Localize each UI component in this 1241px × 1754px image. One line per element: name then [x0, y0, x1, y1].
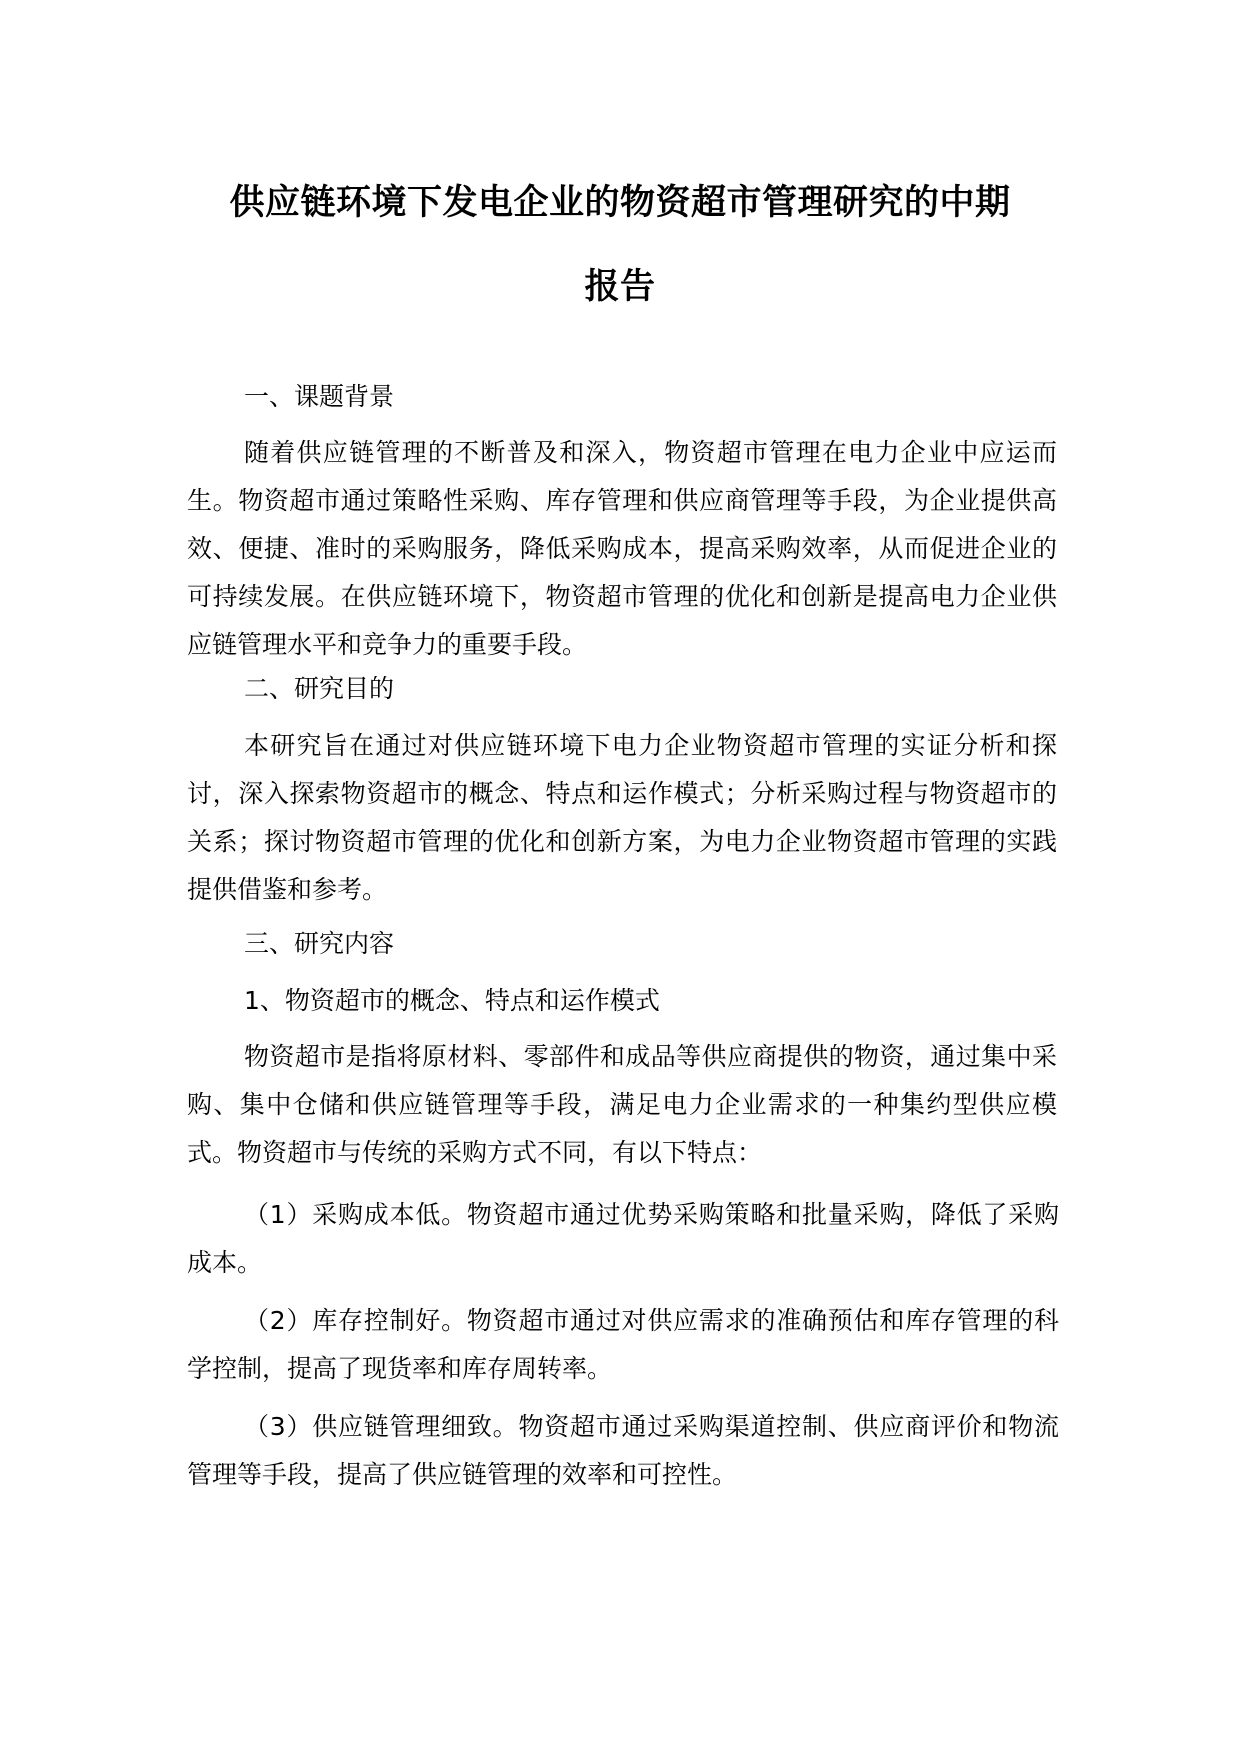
- paragraph-purpose: 本研究旨在通过对供应链环境下电力企业物资超市管理的实证分析和探讨，深入探索物资超市的概念、特点和运作模式；分析采购过程与物资超市的关系；探讨物资超市管理的优化和创新方案，为电力企业物资超市管理的实践提供借鉴和参考。: [187, 731, 1057, 904]
- feature-item-3: （3）供应链管理细致。物资超市通过采购渠道控制、供应商评价和物流管理等手段，提高了供应链管理的效率和可控性。: [187, 1412, 1059, 1489]
- paragraph-background: 随着供应链管理的不断普及和深入，物资超市管理在电力企业中应运而生。物资超市通过策略性采购、库存管理和供应商管理等手段，为企业提供高效、便捷、准时的采购服务，降低采购成本，提高采购效率，从而促进企业的可持续发展。在供应链环境下，物资超市管理的优化和创新是提高电力企业供应链管理水平和竞争力的重要手段。: [187, 438, 1057, 659]
- paragraph-concept: 物资超市是指将原材料、零部件和成品等供应商提供的物资，通过集中采购、集中仓储和供应链管理等手段，满足电力企业需求的一种集约型供应模式。物资超市与传统的采购方式不同，有以下特点：: [187, 1042, 1057, 1167]
- section-heading-purpose: 二、研究目的: [244, 674, 395, 703]
- subsection-heading-concept: 1、物资超市的概念、特点和运作模式: [244, 986, 660, 1015]
- document-title-line-2: 报告: [584, 267, 656, 307]
- document-title-line-1: 供应链环境下发电企业的物资超市管理研究的中期: [229, 183, 1011, 223]
- section-heading-background: 一、课题背景: [244, 382, 395, 411]
- feature-item-1: （1）采购成本低。物资超市通过优势采购策略和批量采购，降低了采购成本。: [187, 1200, 1059, 1277]
- section-heading-content: 三、研究内容: [244, 929, 395, 958]
- feature-item-2: （2）库存控制好。物资超市通过对供应需求的准确预估和库存管理的科学控制，提高了现货率和库存周转率。: [187, 1306, 1059, 1383]
